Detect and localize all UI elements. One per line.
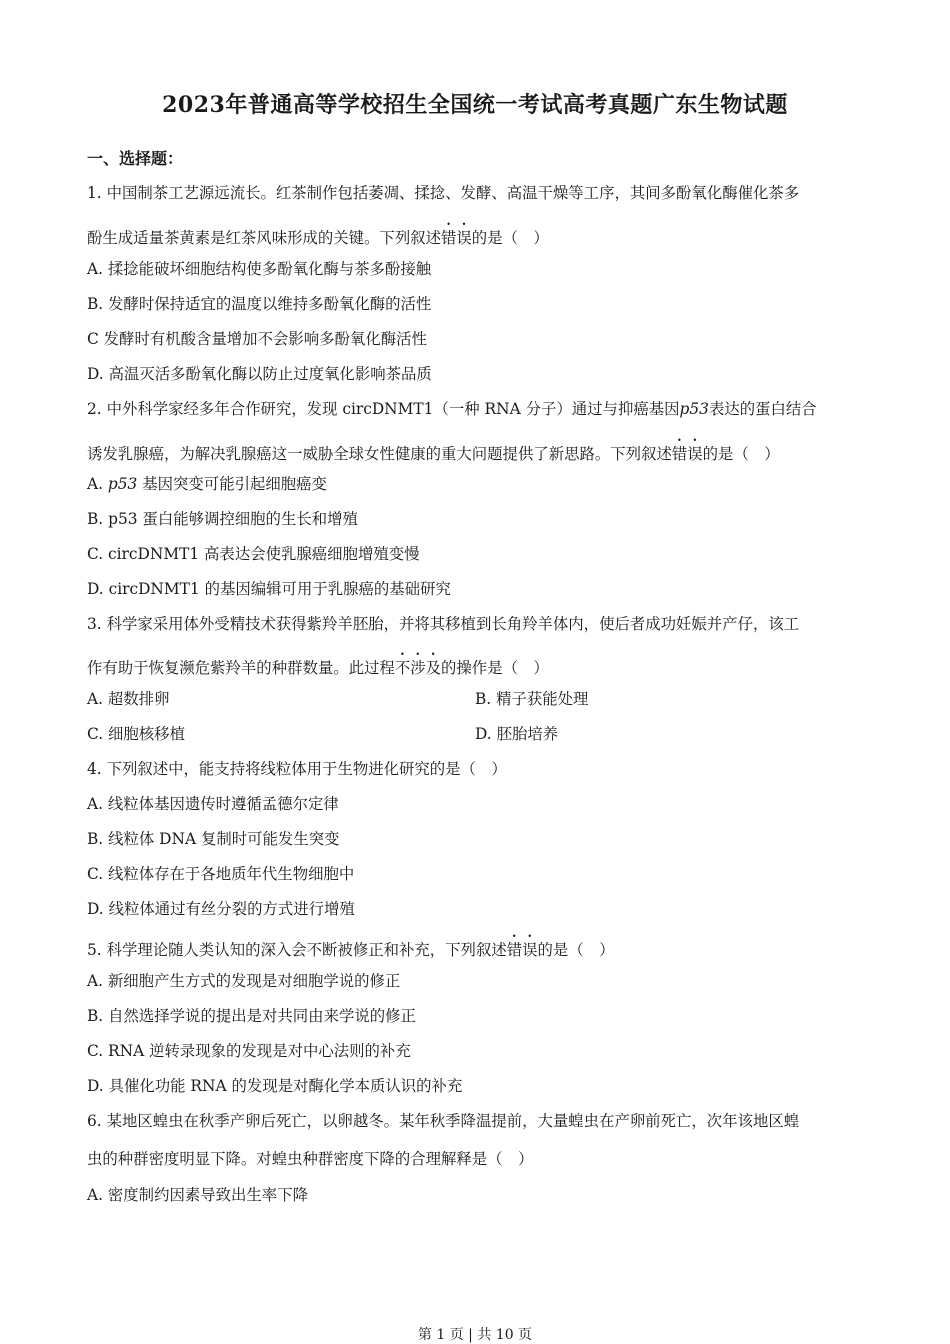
q2-option-b[interactable]: B. p53 蛋白能够调控细胞的生长和增殖 [87,510,358,528]
q1-option-b[interactable]: B. 发酵时保持适宜的温度以维持多酚氧化酶的活性 [87,295,432,313]
q5-option-a[interactable]: A. 新细胞产生方式的发现是对细胞学说的修正 [87,972,401,990]
q5-option-b[interactable]: B. 自然选择学说的提出是对共同由来学说的修正 [87,1007,416,1025]
q1-option-a[interactable]: A. 揉捻能破坏细胞结构使多酚氧化酶与茶多酚接触 [87,260,432,278]
q2-option-d[interactable]: D. circDNMT1 的基因编辑可用于乳腺癌的基础研究 [87,580,451,598]
q1-stem-line1: 1. 中国制茶工艺源远流长。红茶制作包括萎凋、揉捻、发酵、高温干燥等工序，其间多酚氧化酶催化茶多 [87,184,800,202]
q3-stem-line1: 3. 科学家采用体外受精技术获得紫羚羊胚胎，并将其移植到长角羚羊体内，使后者成功妊娠并产仔，该工 [87,615,800,633]
q4-option-b[interactable]: B. 线粒体 DNA 复制时可能发生突变 [87,830,340,848]
q4-option-d[interactable]: D. 线粒体通过有丝分裂的方式进行增殖 [87,900,355,918]
q4-stem: 4. 下列叙述中，能支持将线粒体用于生物进化研究的是（ ） [87,760,507,778]
q6-stem-line2: 虫的种群密度明显下降。对蝗虫种群密度下降的合理解释是（ ） [87,1150,534,1168]
q2-option-c[interactable]: C. circDNMT1 高表达会使乳腺癌细胞增殖变慢 [87,545,420,563]
q5-emphasis: 错误 [506,941,538,959]
q2-emphasis: 错误 [671,445,703,463]
q3-stem-line2: 作有助于恢复濒危紫羚羊的种群数量。此过程不涉及的操作是（ ） [87,659,549,677]
page-footer: 第 1 页 | 共 10 页 [417,1327,533,1343]
q6-option-a[interactable]: A. 密度制约因素导致出生率下降 [87,1186,308,1204]
q4-option-c[interactable]: C. 线粒体存在于各地质年代生物细胞中 [87,865,355,883]
q3-emphasis: 不涉及 [394,659,442,677]
q6-stem-line1: 6. 某地区蝗虫在秋季产卵后死亡，以卵越冬。某年秋季降温提前，大量蝗虫在产卵前死亡，次年该地区蝗 [87,1112,800,1130]
q1-stem-line2: 酚生成适量茶黄素是红茶风味形成的关键。下列叙述错误的是（ ） [87,229,549,247]
q3-option-b[interactable]: B. 精子获能处理 [475,690,589,708]
page-title: 2023年普通高等学校招生全国统一考试高考真题广东生物试题 [162,92,788,118]
q4-option-a[interactable]: A. 线粒体基因遗传时遵循孟德尔定律 [87,795,339,813]
q3-option-c[interactable]: C. 细胞核移植 [87,725,185,743]
q1-option-d[interactable]: D. 高温灭活多酚氧化酶以防止过度氧化影响茶品质 [87,365,432,383]
q1-emphasis: 错误 [441,229,472,247]
gene-p53: p53 [679,400,709,418]
q2-option-a[interactable]: A. p53 基因突变可能引起细胞癌变 [87,475,327,493]
q5-stem: 5. 科学理论随人类认知的深入会不断被修正和补充，下列叙述错误的是（ ） [87,941,615,959]
q3-option-d[interactable]: D. 胚胎培养 [475,725,559,743]
q2-stem-line2: 诱发乳腺癌，为解决乳腺癌这一威胁全球女性健康的重大问题提供了新思路。下列叙述错误的是（ ） [87,445,780,463]
section-heading: 一、选择题： [87,149,184,168]
q1-option-c[interactable]: C 发酵时有机酸含量增加不会影响多酚氧化酶活性 [87,330,427,348]
q2-stem-line1: 2. 中外科学家经多年合作研究，发现 circDNMT1（一种 RNA 分子）通过与抑癌基因p53表达的蛋白结合 [87,400,817,418]
q3-option-a[interactable]: A. 超数排卵 [87,690,170,708]
q5-option-d[interactable]: D. 具催化功能 RNA 的发现是对酶化学本质认识的补充 [87,1077,463,1095]
q5-option-c[interactable]: C. RNA 逆转录现象的发现是对中心法则的补充 [87,1042,411,1060]
